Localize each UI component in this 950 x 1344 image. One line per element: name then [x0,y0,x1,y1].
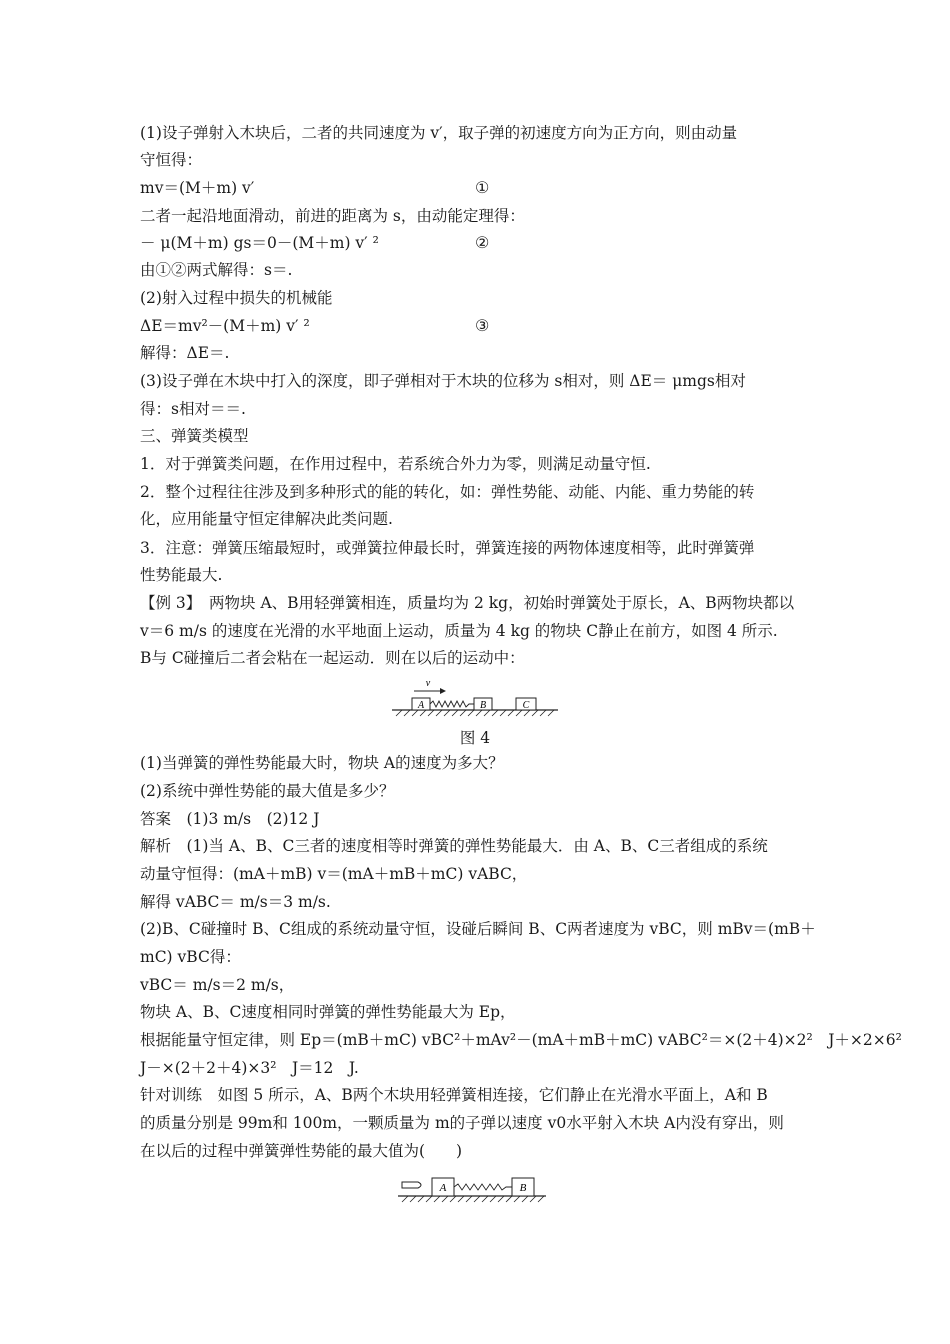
text-line: 针对训练 如图 5 所示，A、B两个木块用轻弹簧相连接，它们静止在光滑水平面上，A和 B [140,1086,768,1104]
text-line: 化，应用能量守恒定律解决此类问题. [140,510,393,528]
text-line: (3)设子弹在木块中打入的深度，即子弹相对于木块的位移为 s相对，则 ΔE＝ μmgs相对 [140,372,746,390]
text-line: 得：s相对＝＝. [140,400,246,418]
equation-number: ③ [475,316,490,335]
block-b-label: B [479,700,487,711]
text-line: (1)设子弹射入木块后，二者的共同速度为 v′，取子弹的初速度方向为正方向，则由动量 [140,124,738,142]
text-line: 解得：ΔE＝. [140,344,230,362]
equation-line: ΔE＝mv²－(M＋m) v′ ² [140,317,310,335]
text-line: 3．注意：弹簧压缩最短时，或弹簧拉伸最长时，弹簧连接的两物体速度相等，此时弹簧弹 [140,539,755,557]
text-line: 物块 A、B、C速度相同时弹簧的弹性势能最大为 Ep， [140,1003,516,1021]
velocity-label: v [425,678,431,689]
text-line: 的质量分别是 99m和 100m，一颗质量为 m的子弹以速度 v0水平射入木块 A内没有穿出，则 [140,1114,784,1132]
equation-number: ② [475,233,490,252]
text-line: (2)射入过程中损失的机械能 [140,289,333,307]
equation-number: ① [475,178,490,197]
text-line: 解析 (1)当 A、B、C三者的速度相等时弹簧的弹性势能最大．由 A、B、C三者组成的系统 [140,837,768,855]
text-line: 1．对于弹簧类问题，在作用过程中，若系统合外力为零，则满足动量守恒. [140,455,651,473]
text-line: 2．整个过程往往涉及到多种形式的能的转化，如：弹性势能、动能、内能、重力势能的转 [140,483,755,501]
figure-4-diagram [392,676,558,718]
answer-line: 答案 (1)3 m/s (2)12 J [140,810,320,828]
arrow-head-icon [440,688,446,694]
equation-line: － μ(M＋m) gs＝0－(M＋m) v′ ² [140,234,379,252]
equation-line: vBC＝ m/s＝2 m/s， [140,976,295,994]
text-line: B与 C碰撞后二者会粘在一起运动．则在以后的运动中： [140,649,525,667]
text-line: 二者一起沿地面滑动，前进的距离为 s，由动能定理得： [140,207,525,225]
text-line: v＝6 m/s 的速度在光滑的水平地面上运动，质量为 4 kg 的物块 C静止在前方，如图 4 所示. [140,622,778,640]
figure-4-caption: 图 4 [459,729,491,747]
section-heading: 三、弹簧类模型 [140,427,249,445]
spring [430,701,474,707]
text-line: mC) vBC得： [140,948,241,966]
text-line: 在以后的过程中弹簧弹性势能的最大值为( ) [140,1142,463,1160]
equation-line: 解得 vABC＝ m/s＝3 m/s. [140,893,331,911]
text-line: (2)B、C碰撞时 B、C组成的系统动量守恒，设碰后瞬间 B、C两者速度为 vBC，则 mBv＝(mB＋ [140,920,816,938]
text-line: 性势能最大. [140,566,223,584]
equation-line: 动量守恒得：(mA＋mB) v＝(mA＋mB＋mC) vABC， [140,865,528,883]
text-line: 守恒得： [140,151,203,169]
block-a-label: A [439,1182,447,1194]
question-line: (2)系统中弹性势能的最大值是多少？ [140,782,395,800]
bullet-icon [402,1182,421,1188]
example-heading: 【例 3】 两物块 A、B用轻弹簧相连，质量均为 2 kg，初始时弹簧处于原长，A、B两物块都以 [140,594,795,612]
block-c-label: C [522,700,530,711]
question-line: (1)当弹簧的弹性势能最大时，物块 A的速度为多大？ [140,754,504,772]
block-a-label: A [417,700,425,711]
equation-line: mv＝(M＋m) v′ [140,179,255,197]
text-line: 由①②两式解得：s＝. [140,261,293,279]
figure-5-diagram [398,1172,546,1206]
equation-line: 根据能量守恒定律，则 Ep＝(mB＋mC) vBC²＋mAv²－(mA＋mB＋mC) vABC²＝×(2＋4)×2² J＋×2×6² [140,1031,902,1049]
spring [454,1184,512,1190]
block-b-label: B [519,1182,527,1194]
equation-line: J－×(2＋2＋4)×3² J＝12 J. [140,1059,359,1077]
